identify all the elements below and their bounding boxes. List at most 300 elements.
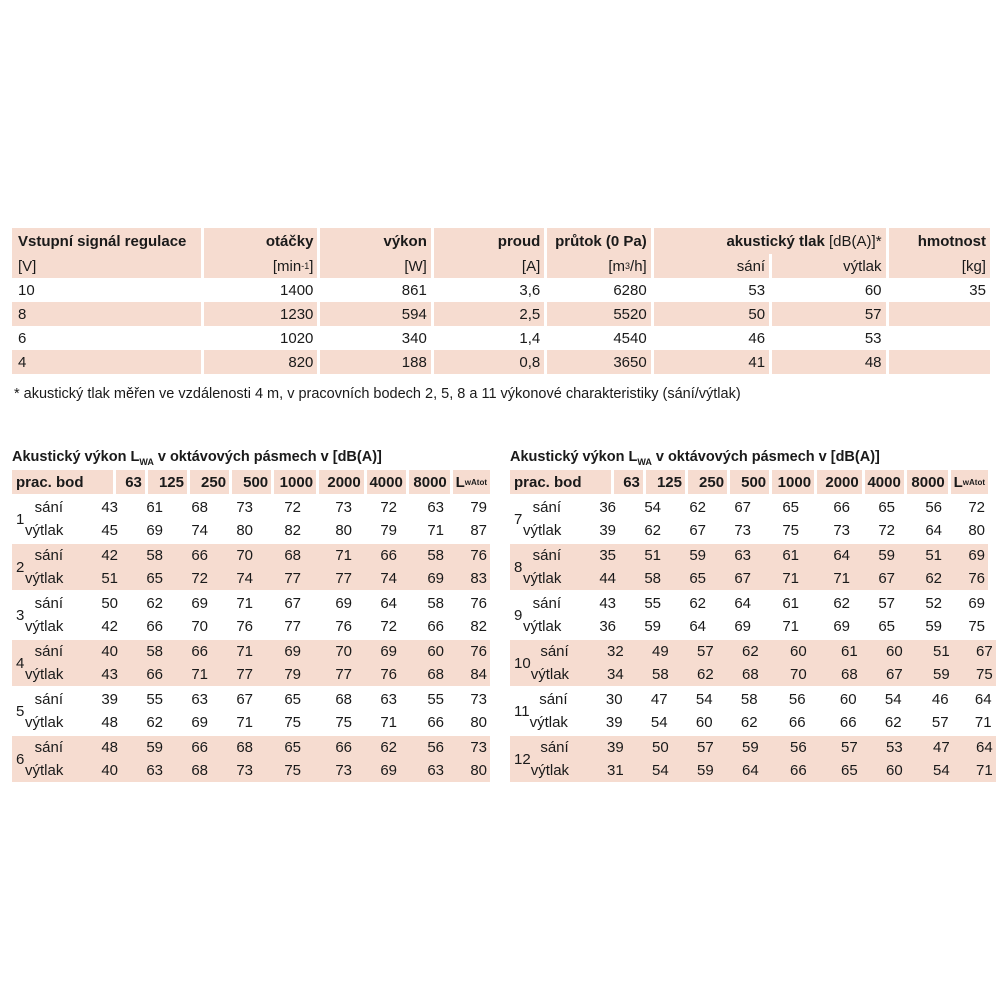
spec-cell-proud: 2,5 bbox=[434, 302, 544, 326]
row-label-sani: sání bbox=[532, 547, 561, 564]
header-lwatot bbox=[951, 470, 988, 494]
header-hmotnost: hmotnost bbox=[889, 228, 990, 254]
value-cell: 76 bbox=[968, 570, 985, 587]
value-cell: 69 bbox=[284, 643, 301, 660]
unit-otacky: [min -1 ] bbox=[204, 254, 317, 278]
value-cell: 68 bbox=[191, 499, 208, 516]
unit-otacky-end: ] bbox=[309, 257, 314, 275]
octave-point-group bbox=[12, 592, 490, 638]
octave-row-vytlak bbox=[25, 663, 490, 686]
octave-header-row bbox=[510, 470, 988, 494]
value-cell: 43 bbox=[599, 595, 616, 612]
octave-point-group bbox=[12, 640, 490, 686]
point-number: 5 bbox=[16, 702, 25, 720]
value-cell: 70 bbox=[236, 547, 253, 564]
point-number: 6 bbox=[12, 736, 25, 782]
value-cell: 52 bbox=[925, 595, 942, 612]
value-cell: 59 bbox=[933, 666, 950, 683]
header-prutok: průtok (0 Pa) bbox=[547, 228, 650, 254]
value-cell: 72 bbox=[191, 570, 208, 587]
value-cell: 62 bbox=[146, 595, 163, 612]
value-cell: 62 bbox=[146, 714, 163, 731]
value-cell: 71 bbox=[976, 762, 993, 779]
octave-title bbox=[510, 446, 988, 468]
octave-row-vytlak bbox=[523, 567, 988, 590]
spec-cell-otacky: 1020 bbox=[280, 329, 314, 347]
value-cell: 59 bbox=[742, 739, 759, 756]
value-cell: 72 bbox=[380, 499, 397, 516]
value-cell: 66 bbox=[191, 643, 208, 660]
spec-cell-vytlak: 53 bbox=[864, 329, 882, 347]
value-cell: 67 bbox=[878, 570, 895, 587]
value-cell: 64 bbox=[742, 762, 759, 779]
value-cell: 65 bbox=[146, 570, 163, 587]
octave-row-vytlak bbox=[531, 663, 996, 686]
header-band-250: 250 bbox=[190, 470, 229, 494]
point-number: 7 bbox=[514, 510, 523, 528]
row-label-sani: sání bbox=[34, 499, 63, 516]
value-cell: 55 bbox=[644, 595, 661, 612]
value-cell: 47 bbox=[933, 739, 950, 756]
value-cell: 66 bbox=[790, 762, 807, 779]
value-cell: 63 bbox=[191, 691, 208, 708]
value-cell: 63 bbox=[380, 691, 397, 708]
value-cell: 72 bbox=[878, 522, 895, 539]
row-label-sani: sání bbox=[532, 595, 561, 612]
spec-cell-prutok: 6280 bbox=[613, 281, 647, 299]
value-cell: 53 bbox=[886, 739, 903, 756]
value-cell: 69 bbox=[968, 595, 985, 612]
spec-cell-proud: 3,6 bbox=[519, 281, 541, 299]
value-cell: 75 bbox=[976, 666, 993, 683]
value-cell: 54 bbox=[652, 762, 669, 779]
value-cell: 71 bbox=[782, 618, 799, 635]
spec-cell-vykon: 188 bbox=[320, 350, 430, 374]
value-cell: 64 bbox=[380, 595, 397, 612]
unit-vytlak: výtlak bbox=[772, 254, 885, 278]
spec-cell-hmotnost: 35 bbox=[969, 281, 986, 299]
value-cell: 69 bbox=[734, 618, 751, 635]
header-band-250: 250 bbox=[688, 470, 727, 494]
octave-point-group bbox=[510, 544, 988, 590]
spec-cell-prutok: 3650 bbox=[547, 350, 650, 374]
unit-signal: [V] bbox=[12, 254, 201, 278]
octave-point-group bbox=[12, 496, 490, 542]
value-cell: 76 bbox=[380, 666, 397, 683]
value-cell: 73 bbox=[734, 522, 751, 539]
value-cell: 67 bbox=[284, 595, 301, 612]
value-cell: 74 bbox=[191, 522, 208, 539]
value-cell: 76 bbox=[470, 547, 487, 564]
value-cell: 69 bbox=[380, 762, 397, 779]
octave-point-group bbox=[12, 688, 490, 734]
point-number: 1 bbox=[16, 510, 25, 528]
value-cell: 56 bbox=[788, 691, 806, 708]
header-band-1000: 1000 bbox=[274, 470, 316, 494]
value-cell: 71 bbox=[236, 643, 253, 660]
value-cell: 67 bbox=[734, 570, 751, 587]
value-cell: 34 bbox=[607, 666, 624, 683]
row-label-vytlak: výtlak bbox=[523, 522, 562, 539]
value-cell: 61 bbox=[146, 499, 163, 516]
row-label-sani: sání bbox=[34, 739, 63, 756]
value-cell: 66 bbox=[833, 499, 850, 516]
value-cell: 72 bbox=[284, 499, 301, 516]
octave-row-vytlak bbox=[25, 567, 490, 590]
value-cell: 62 bbox=[740, 714, 758, 731]
value-cell: 60 bbox=[886, 643, 903, 660]
value-cell: 71 bbox=[191, 666, 208, 683]
octave-row-sani bbox=[25, 592, 490, 615]
value-cell: 68 bbox=[742, 666, 759, 683]
value-cell: 44 bbox=[599, 570, 616, 587]
octave-table-right bbox=[510, 446, 993, 782]
value-cell: 68 bbox=[236, 739, 253, 756]
value-cell: 58 bbox=[146, 643, 163, 660]
value-cell: 60 bbox=[886, 762, 903, 779]
spec-row bbox=[12, 302, 990, 326]
value-cell: 62 bbox=[884, 714, 902, 731]
value-cell: 73 bbox=[236, 762, 253, 779]
header-band-8000: 8000 bbox=[907, 470, 948, 494]
value-cell: 42 bbox=[101, 547, 118, 564]
value-cell: 62 bbox=[380, 739, 397, 756]
octave-title-sub: WA bbox=[139, 456, 154, 467]
row-label-sani: sání bbox=[532, 499, 561, 516]
value-cell: 76 bbox=[470, 595, 487, 612]
value-cell: 66 bbox=[146, 666, 163, 683]
spec-cell-vykon: 594 bbox=[320, 302, 430, 326]
value-cell: 48 bbox=[101, 739, 118, 756]
spec-cell-signal: 8 bbox=[12, 302, 201, 326]
header-band-4000: 4000 bbox=[367, 470, 406, 494]
value-cell: 62 bbox=[689, 499, 706, 516]
value-cell: 73 bbox=[236, 499, 253, 516]
row-label-vytlak: výtlak bbox=[530, 666, 570, 683]
value-cell: 77 bbox=[335, 570, 352, 587]
value-cell: 79 bbox=[380, 522, 397, 539]
row-label-vytlak: výtlak bbox=[530, 762, 570, 779]
value-cell: 56 bbox=[925, 499, 942, 516]
value-cell: 66 bbox=[427, 618, 444, 635]
value-cell: 64 bbox=[833, 547, 850, 564]
value-cell: 67 bbox=[236, 691, 253, 708]
octave-point-group bbox=[510, 736, 993, 782]
unit-sani: sání bbox=[654, 254, 769, 278]
value-cell: 54 bbox=[884, 691, 902, 708]
octave-header-row bbox=[12, 470, 490, 494]
value-cell: 62 bbox=[833, 595, 850, 612]
octave-title-text: Akustický výkon L bbox=[12, 449, 140, 465]
row-label-sani: sání bbox=[34, 691, 63, 708]
value-cell: 71 bbox=[833, 570, 850, 587]
value-cell: 49 bbox=[652, 643, 669, 660]
value-cell: 30 bbox=[605, 691, 623, 708]
row-label-sani: sání bbox=[540, 643, 569, 660]
header-lwatot-base: L bbox=[455, 473, 465, 491]
value-cell: 87 bbox=[470, 522, 487, 539]
spec-cell-vytlak: 60 bbox=[864, 281, 882, 299]
octave-title-rest: v oktávových pásmech v [dB(A)] bbox=[651, 449, 880, 465]
value-cell: 55 bbox=[146, 691, 163, 708]
row-label-sani: sání bbox=[34, 547, 63, 564]
value-cell: 39 bbox=[101, 691, 118, 708]
header-band-2000: 2000 bbox=[817, 470, 862, 494]
octave-row-sani bbox=[25, 496, 490, 519]
spec-cell-otacky: 1230 bbox=[204, 302, 317, 326]
unit-hmotnost: [kg] bbox=[889, 254, 990, 278]
value-cell: 73 bbox=[833, 522, 850, 539]
row-label-vytlak: výtlak bbox=[25, 522, 64, 539]
octave-row-sani bbox=[25, 688, 490, 711]
value-cell: 58 bbox=[644, 570, 661, 587]
value-cell: 75 bbox=[782, 522, 799, 539]
value-cell: 66 bbox=[335, 739, 352, 756]
value-cell: 83 bbox=[470, 570, 487, 587]
value-cell: 72 bbox=[968, 499, 985, 516]
value-cell: 73 bbox=[470, 691, 487, 708]
point-number: 8 bbox=[510, 544, 523, 590]
value-cell: 77 bbox=[284, 618, 301, 635]
value-cell: 62 bbox=[742, 643, 759, 660]
spec-table bbox=[12, 228, 990, 374]
header-band-8000: 8000 bbox=[409, 470, 450, 494]
value-cell: 74 bbox=[236, 570, 253, 587]
point-number: 10 bbox=[510, 640, 531, 686]
value-cell: 80 bbox=[470, 714, 487, 731]
value-cell: 59 bbox=[697, 762, 714, 779]
value-cell: 68 bbox=[427, 666, 444, 683]
spec-rows bbox=[12, 278, 990, 374]
value-cell: 58 bbox=[427, 547, 444, 564]
value-cell: 59 bbox=[689, 547, 706, 564]
value-cell: 75 bbox=[284, 762, 301, 779]
row-label-vytlak: výtlak bbox=[25, 570, 64, 587]
value-cell: 77 bbox=[236, 666, 253, 683]
octave-title bbox=[12, 446, 490, 468]
header-band-1000: 1000 bbox=[772, 470, 814, 494]
value-cell: 67 bbox=[886, 666, 903, 683]
value-cell: 51 bbox=[101, 570, 118, 587]
header-akusticky-tlak bbox=[654, 228, 886, 254]
point-number: 2 bbox=[12, 544, 25, 590]
value-cell: 69 bbox=[191, 595, 208, 612]
value-cell: 47 bbox=[650, 691, 668, 708]
octave-row-sani bbox=[523, 544, 988, 567]
value-cell: 62 bbox=[697, 666, 714, 683]
value-cell: 57 bbox=[697, 739, 714, 756]
value-cell: 59 bbox=[644, 618, 661, 635]
value-cell: 71 bbox=[974, 714, 992, 731]
octave-row-sani bbox=[523, 592, 988, 615]
value-cell: 76 bbox=[470, 643, 487, 660]
value-cell: 66 bbox=[788, 714, 806, 731]
value-cell: 73 bbox=[335, 499, 352, 516]
value-cell: 55 bbox=[427, 691, 444, 708]
row-label-sani: sání bbox=[34, 595, 63, 612]
spec-row bbox=[12, 326, 990, 350]
value-cell: 50 bbox=[652, 739, 669, 756]
octave-point-group bbox=[12, 736, 490, 782]
value-cell: 57 bbox=[697, 643, 714, 660]
octave-row-vytlak bbox=[25, 615, 490, 638]
row-label-vytlak: výtlak bbox=[25, 666, 64, 683]
value-cell: 68 bbox=[841, 666, 858, 683]
value-cell: 42 bbox=[101, 618, 118, 635]
value-cell: 56 bbox=[790, 739, 807, 756]
spec-row bbox=[12, 350, 990, 374]
spec-row bbox=[12, 278, 990, 302]
row-label-vytlak: výtlak bbox=[523, 618, 562, 635]
header-lwatot bbox=[453, 470, 490, 494]
value-cell: 43 bbox=[101, 499, 118, 516]
value-cell: 73 bbox=[470, 739, 487, 756]
value-cell: 61 bbox=[841, 643, 858, 660]
value-cell: 68 bbox=[335, 691, 352, 708]
octave-row-sani bbox=[531, 640, 996, 663]
value-cell: 67 bbox=[734, 499, 751, 516]
header-band-63: 63 bbox=[116, 470, 145, 494]
header-prac-bod: prac. bod bbox=[510, 470, 611, 494]
value-cell: 57 bbox=[878, 595, 895, 612]
value-cell: 70 bbox=[191, 618, 208, 635]
header-otacky: otáčky bbox=[204, 228, 317, 254]
octave-point-group bbox=[510, 688, 992, 734]
unit-prutok: [m 3 /h] bbox=[547, 254, 650, 278]
value-cell: 57 bbox=[841, 739, 858, 756]
value-cell: 77 bbox=[284, 570, 301, 587]
value-cell: 71 bbox=[782, 570, 799, 587]
value-cell: 63 bbox=[427, 499, 444, 516]
value-cell: 70 bbox=[335, 643, 352, 660]
value-cell: 60 bbox=[427, 643, 444, 660]
value-cell: 71 bbox=[236, 595, 253, 612]
value-cell: 65 bbox=[878, 618, 895, 635]
value-cell: 71 bbox=[380, 714, 397, 731]
unit-otacky-base: [min bbox=[272, 257, 302, 275]
header-akusticky-label: akustický tlak bbox=[726, 232, 825, 250]
value-cell: 39 bbox=[599, 522, 616, 539]
value-cell: 64 bbox=[976, 739, 993, 756]
point-number: 12 bbox=[510, 736, 531, 782]
spec-cell-sani: 41 bbox=[654, 350, 769, 374]
value-cell: 69 bbox=[833, 618, 850, 635]
value-cell: 77 bbox=[335, 666, 352, 683]
spec-cell-sani: 50 bbox=[654, 302, 769, 326]
spec-cell-otacky: 820 bbox=[204, 350, 317, 374]
octave-table-left bbox=[12, 446, 490, 782]
octave-title-sub: WA bbox=[637, 456, 652, 467]
value-cell: 66 bbox=[191, 739, 208, 756]
value-cell: 51 bbox=[933, 643, 950, 660]
unit-prutok-end: /h] bbox=[630, 257, 647, 275]
value-cell: 69 bbox=[146, 522, 163, 539]
value-cell: 63 bbox=[734, 547, 751, 564]
octave-row-sani bbox=[523, 496, 988, 519]
spec-cell-otacky: 1400 bbox=[280, 281, 314, 299]
value-cell: 39 bbox=[607, 739, 624, 756]
value-cell: 82 bbox=[470, 618, 487, 635]
value-cell: 65 bbox=[689, 570, 706, 587]
value-cell: 71 bbox=[427, 522, 444, 539]
value-cell: 75 bbox=[968, 618, 985, 635]
value-cell: 48 bbox=[101, 714, 118, 731]
header-lwatot-sub: wAtot bbox=[962, 477, 986, 487]
header-vykon: výkon bbox=[320, 228, 430, 254]
value-cell: 63 bbox=[427, 762, 444, 779]
spec-cell-sani: 46 bbox=[748, 329, 766, 347]
value-cell: 64 bbox=[925, 522, 942, 539]
spec-cell-vykon: 340 bbox=[401, 329, 427, 347]
value-cell: 58 bbox=[146, 547, 163, 564]
value-cell: 66 bbox=[191, 547, 208, 564]
row-label-vytlak: výtlak bbox=[523, 570, 562, 587]
spec-cell-hmotnost bbox=[889, 302, 990, 326]
value-cell: 64 bbox=[689, 618, 706, 635]
value-cell: 64 bbox=[974, 691, 992, 708]
value-cell: 40 bbox=[101, 762, 118, 779]
value-cell: 60 bbox=[695, 714, 713, 731]
value-cell: 61 bbox=[782, 547, 799, 564]
spec-cell-prutok: 5520 bbox=[547, 302, 650, 326]
footnote: * akustický tlak měřen ve vzdálenosti 4 m, v pracovních bodech 2, 5, 8 a 11 výkonové charakteristiky (sání/výtlak) bbox=[14, 386, 741, 402]
row-label-vytlak: výtlak bbox=[25, 714, 64, 731]
value-cell: 62 bbox=[689, 595, 706, 612]
value-cell: 66 bbox=[427, 714, 444, 731]
value-cell: 35 bbox=[599, 547, 616, 564]
value-cell: 69 bbox=[191, 714, 208, 731]
value-cell: 68 bbox=[191, 762, 208, 779]
value-cell: 40 bbox=[101, 643, 118, 660]
value-cell: 65 bbox=[782, 499, 799, 516]
value-cell: 75 bbox=[335, 714, 352, 731]
value-cell: 45 bbox=[101, 522, 118, 539]
value-cell: 79 bbox=[284, 666, 301, 683]
value-cell: 59 bbox=[925, 618, 942, 635]
header-prac-bod: prac. bod bbox=[12, 470, 113, 494]
value-cell: 31 bbox=[607, 762, 624, 779]
point-number: 9 bbox=[514, 606, 523, 624]
octave-row-vytlak bbox=[531, 759, 996, 782]
value-cell: 82 bbox=[284, 522, 301, 539]
spec-cell-vykon: 861 bbox=[401, 281, 427, 299]
spec-cell-signal: 6 bbox=[18, 329, 27, 347]
value-cell: 69 bbox=[427, 570, 444, 587]
value-cell: 76 bbox=[335, 618, 352, 635]
value-cell: 62 bbox=[925, 570, 942, 587]
header-band-500: 500 bbox=[232, 470, 271, 494]
header-band-4000: 4000 bbox=[865, 470, 904, 494]
value-cell: 65 bbox=[841, 762, 858, 779]
octave-row-sani bbox=[531, 736, 996, 759]
value-cell: 65 bbox=[878, 499, 895, 516]
value-cell: 32 bbox=[607, 643, 624, 660]
spec-cell-proud: 0,8 bbox=[434, 350, 544, 374]
value-cell: 64 bbox=[734, 595, 751, 612]
spec-cell-signal: 4 bbox=[12, 350, 201, 374]
value-cell: 69 bbox=[335, 595, 352, 612]
header-lwatot-sub: wAtot bbox=[464, 477, 488, 487]
value-cell: 58 bbox=[427, 595, 444, 612]
value-cell: 59 bbox=[878, 547, 895, 564]
row-label-sani: sání bbox=[539, 691, 568, 708]
point-number: 11 bbox=[514, 702, 530, 720]
header-proud: proud bbox=[434, 228, 544, 254]
row-label-sani: sání bbox=[34, 643, 63, 660]
value-cell: 68 bbox=[284, 547, 301, 564]
value-cell: 65 bbox=[284, 691, 301, 708]
value-cell: 60 bbox=[790, 643, 807, 660]
